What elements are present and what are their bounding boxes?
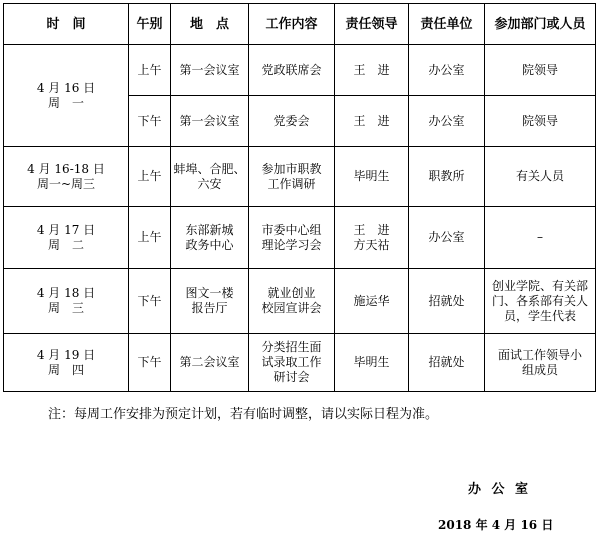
date-cell: 4 月 16-18 日 周一~周三 <box>4 147 129 207</box>
location-cell: 东部新城 政务中心 <box>171 207 249 269</box>
leader-cell: 毕明生 <box>335 334 409 392</box>
content-cell: 市委中心组 理论学习会 <box>249 207 335 269</box>
leader-cell: 施运华 <box>335 269 409 334</box>
unit-cell: 办公室 <box>409 207 485 269</box>
participants-cell: 有关人员 <box>485 147 596 207</box>
period-cell: 下午 <box>129 334 171 392</box>
location-cell: 第一会议室 <box>171 96 249 147</box>
unit-cell: 职教所 <box>409 147 485 207</box>
location-cell: 蚌埠、合肥、 六安 <box>171 147 249 207</box>
participants-cell: 创业学院、有关部 门、各系部有关人 员，学生代表 <box>485 269 596 334</box>
header-content: 工作内容 <box>249 4 335 45</box>
location-cell: 第一会议室 <box>171 45 249 96</box>
period-cell: 上午 <box>129 45 171 96</box>
date-cell: 4 月 19 日 周 四 <box>4 334 129 392</box>
unit-cell: 招就处 <box>409 269 485 334</box>
period-cell: 上午 <box>129 207 171 269</box>
location-cell: 第二会议室 <box>171 334 249 392</box>
leader-cell: 毕明生 <box>335 147 409 207</box>
date-cell: 4 月 17 日 周 二 <box>4 207 129 269</box>
header-leader: 责任领导 <box>335 4 409 45</box>
content-cell: 就业创业 校园宣讲会 <box>249 269 335 334</box>
table-row <box>4 269 596 334</box>
period-cell: 下午 <box>129 269 171 334</box>
leader-cell: 王 进 <box>335 96 409 147</box>
table-row <box>4 207 596 269</box>
leader-cell: 王 进 <box>335 45 409 96</box>
header-unit: 责任单位 <box>409 4 485 45</box>
unit-cell: 办公室 <box>409 96 485 147</box>
header-period: 午别 <box>129 4 171 45</box>
table-row <box>4 147 596 207</box>
header-row <box>4 4 596 45</box>
participants-cell: 面试工作领导小 组成员 <box>485 334 596 392</box>
participants-cell: 院领导 <box>485 45 596 96</box>
schedule-table <box>3 3 596 392</box>
participants-cell: 院领导 <box>485 96 596 147</box>
header-time: 时 间 <box>4 4 129 45</box>
date-cell: 4 月 18 日 周 三 <box>4 269 129 334</box>
content-cell: 分类招生面 试录取工作 研讨会 <box>249 334 335 392</box>
date-cell: 4 月 16 日 周 一 <box>4 45 129 147</box>
unit-cell: 招就处 <box>409 334 485 392</box>
header-location: 地 点 <box>171 4 249 45</box>
leader-cell: 王 进 方天祜 <box>335 207 409 269</box>
signature-office: 办 公 室 <box>468 482 532 497</box>
schedule-note: 注：每周工作安排为预定计划，若有临时调整，请以实际日程为准。 <box>48 407 439 422</box>
table-row <box>4 334 596 392</box>
period-cell: 上午 <box>129 147 171 207</box>
content-cell: 党政联席会 <box>249 45 335 96</box>
participants-cell: – <box>485 207 596 269</box>
location-cell: 图文一楼 报告厅 <box>171 269 249 334</box>
table-row <box>4 45 596 96</box>
signature-date: 2018 年 4 月 16 日 <box>438 518 554 532</box>
unit-cell: 办公室 <box>409 45 485 96</box>
period-cell: 下午 <box>129 96 171 147</box>
content-cell: 党委会 <box>249 96 335 147</box>
header-participants: 参加部门或人员 <box>485 4 596 45</box>
content-cell: 参加市职教 工作调研 <box>249 147 335 207</box>
